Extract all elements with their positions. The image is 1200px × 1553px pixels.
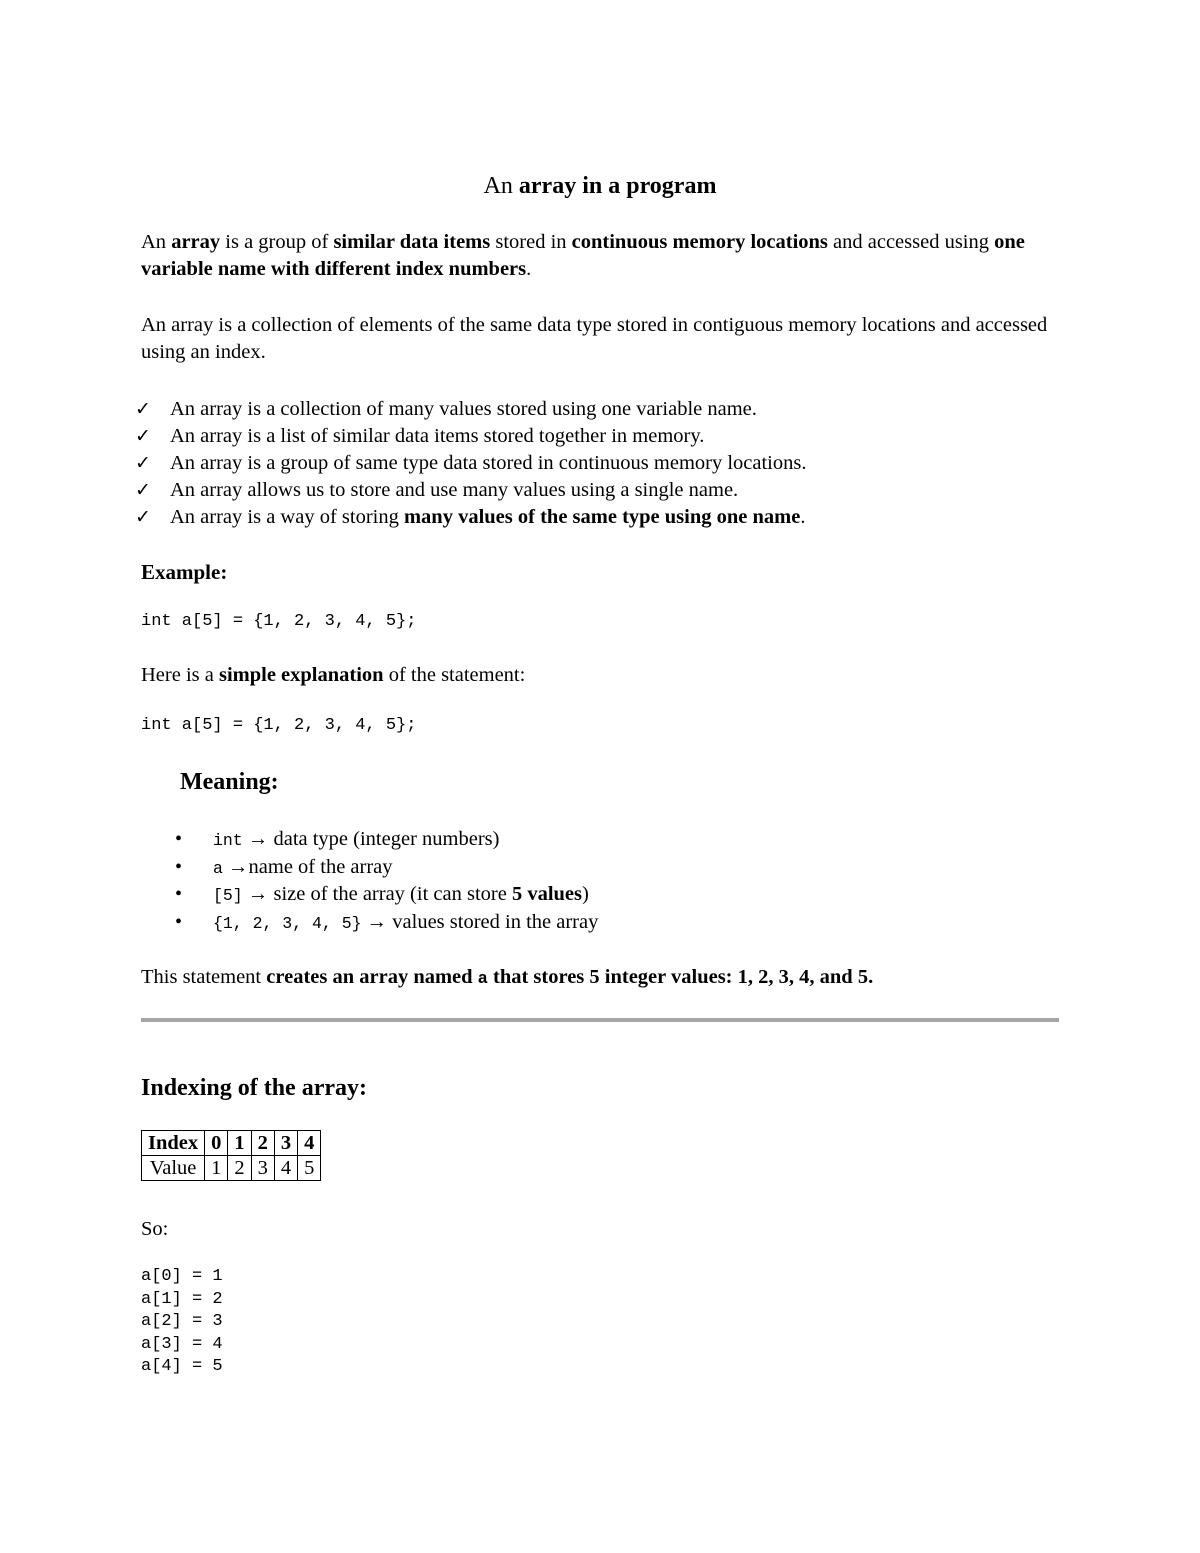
check-list-item: ✓ An array is a list of similar data items stored together in memory. xyxy=(141,423,806,450)
check-list-item: ✓ An array is a collection of many values stored using one variable name. xyxy=(141,396,806,423)
assignment-line: a[4] = 5 xyxy=(141,1357,223,1376)
assignment-line: a[3] = 4 xyxy=(141,1334,223,1354)
definition-paragraph: An array is a collection of elements of the same data type stored in contiguous memory locations and accessed using an index. xyxy=(141,314,1048,363)
bullet-dot-icon: • xyxy=(175,828,183,850)
table-cell: 1 xyxy=(228,1131,251,1156)
code-example: int a[5] = {1, 2, 3, 4, 5}; xyxy=(141,612,417,631)
assignment-line: a[0] = 1 xyxy=(141,1267,223,1286)
index-table xyxy=(141,1130,321,1181)
table-cell: 1 xyxy=(205,1156,228,1181)
table-cell: 4 xyxy=(298,1131,321,1156)
table-cell: Value xyxy=(142,1156,205,1181)
meaning-list xyxy=(141,826,598,936)
intro-paragraph: An array is a group of similar data items stored in continuous memory locations and accessed using one variable name with different index numbers. xyxy=(141,231,1025,280)
table-cell: 0 xyxy=(205,1131,228,1156)
bullet-dot-icon: • xyxy=(175,910,183,933)
code-repeat: int a[5] = {1, 2, 3, 4, 5}; xyxy=(141,716,417,735)
table-cell: 2 xyxy=(228,1156,251,1181)
meaning-item: • int → data type (integer numbers) xyxy=(141,826,598,854)
table-cell: 4 xyxy=(274,1156,297,1181)
so-label: So: xyxy=(141,1218,169,1240)
table-cell: Index xyxy=(142,1131,205,1156)
assignment-line: a[2] = 3 xyxy=(141,1312,223,1331)
check-mark-icon: ✓ xyxy=(135,452,151,474)
table-row xyxy=(142,1131,321,1156)
check-list-item: ✓ An array allows us to store and use many values using a single name. xyxy=(141,477,806,504)
bullet-dot-icon: • xyxy=(175,883,183,905)
check-mark-icon: ✓ xyxy=(135,506,151,528)
bullet-dot-icon: • xyxy=(175,855,183,878)
table-cell: 3 xyxy=(274,1131,297,1156)
meaning-item: • {1, 2, 3, 4, 5} → values stored in the array xyxy=(141,909,598,937)
assignment-line: a[1] = 2 xyxy=(141,1289,223,1309)
meaning-item: • a →name of the array xyxy=(141,854,598,882)
explanation-line: Here is a simple explanation of the statement: xyxy=(141,664,526,686)
check-list xyxy=(135,396,807,531)
table-cell: 2 xyxy=(251,1131,274,1156)
meaning-item: • [5] → size of the array (it can store 5 values) xyxy=(141,881,598,909)
assignment-list xyxy=(141,1266,223,1379)
table-row xyxy=(142,1156,321,1181)
check-list-item: ✓ An array is a way of storing many values of the same type using one name. xyxy=(141,504,806,531)
meaning-heading: Meaning: xyxy=(180,769,279,795)
check-list-item: ✓ An array is a group of same type data stored in continuous memory locations. xyxy=(141,450,806,477)
page-title: An array in a program xyxy=(483,173,717,199)
indexing-heading: Indexing of the array: xyxy=(141,1075,367,1101)
example-label: Example: xyxy=(141,560,228,584)
check-mark-icon: ✓ xyxy=(135,398,151,420)
table-cell: 3 xyxy=(251,1156,274,1181)
horizontal-divider xyxy=(141,1018,1059,1022)
table-cell: 5 xyxy=(298,1156,321,1181)
check-mark-icon: ✓ xyxy=(135,425,151,447)
summary-line: This statement creates an array named a that stores 5 integer values: 1, 2, 3, 4, and 5. xyxy=(141,966,874,989)
check-mark-icon: ✓ xyxy=(135,479,151,501)
